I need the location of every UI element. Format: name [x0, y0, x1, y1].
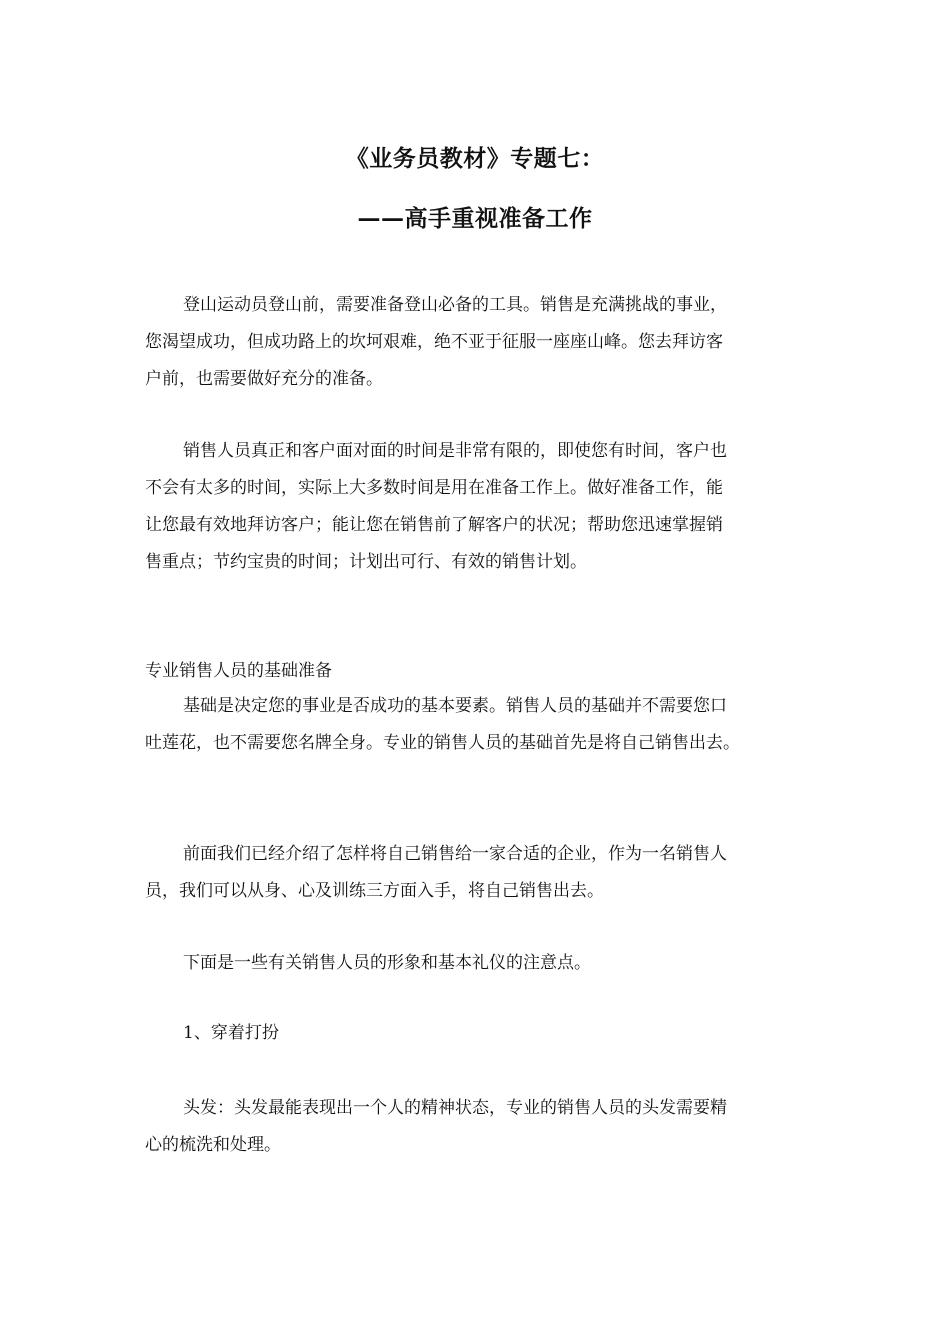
paragraph-line: 户前，也需要做好充分的准备。 [145, 369, 383, 389]
paragraph-line: 头发：头发最能表现出一个人的精神状态，专业的销售人员的头发需要精 [183, 1098, 727, 1118]
paragraph-line: 登山运动员登山前，需要准备登山必备的工具。销售是充满挑战的事业， [183, 295, 727, 315]
document-subtitle: ——高手重视准备工作 [357, 205, 593, 232]
section-heading-text: 专业销售人员的基础准备 [145, 661, 332, 681]
section-heading [145, 653, 825, 690]
paragraph-line: 售重点；节约宝贵的时间；计划出可行、有效的销售计划。 [145, 552, 587, 572]
paragraph-line: 让您最有效地拜访客户；能让您在销售前了解客户的状况；帮助您迅速掌握销 [145, 515, 723, 535]
paragraph-line: 吐莲花，也不需要您名牌全身。专业的销售人员的基础首先是将自己销售出去。 [145, 733, 740, 753]
paragraph-line: 心的梳洗和处理。 [145, 1135, 281, 1155]
paragraph-line: 基础是决定您的事业是否成功的基本要素。销售人员的基础并不需要您口 [183, 696, 727, 716]
paragraph-etiquette-intro [145, 945, 825, 982]
paragraph-line: 员，我们可以从身、心及训练三方面入手，将自己销售出去。 [145, 881, 604, 901]
paragraph-line: 不会有太多的时间，实际上大多数时间是用在准备工作上。做好准备工作，能 [145, 478, 723, 498]
paragraph-line: 销售人员真正和客户面对面的时间是非常有限的，即使您有时间，客户也 [183, 441, 727, 461]
list-item-text: 1、穿着打扮 [183, 1023, 279, 1043]
paragraph-line: 下面是一些有关销售人员的形象和基本礼仪的注意点。 [183, 953, 591, 973]
list-item-attire [145, 1015, 825, 1052]
paragraph-intro [145, 287, 825, 398]
paragraph-preparation [145, 433, 825, 581]
paragraph-hair [145, 1090, 825, 1164]
document-title: 《业务员教材》专题七： [345, 145, 605, 172]
paragraph-line: 前面我们已经介绍了怎样将自己销售给一家合适的企业，作为一名销售人 [183, 844, 727, 864]
paragraph-line: 您渴望成功，但成功路上的坎坷艰难，绝不亚于征服一座座山峰。您去拜访客 [145, 332, 723, 352]
paragraph-self-selling [145, 836, 825, 910]
paragraph-foundation [145, 688, 825, 762]
